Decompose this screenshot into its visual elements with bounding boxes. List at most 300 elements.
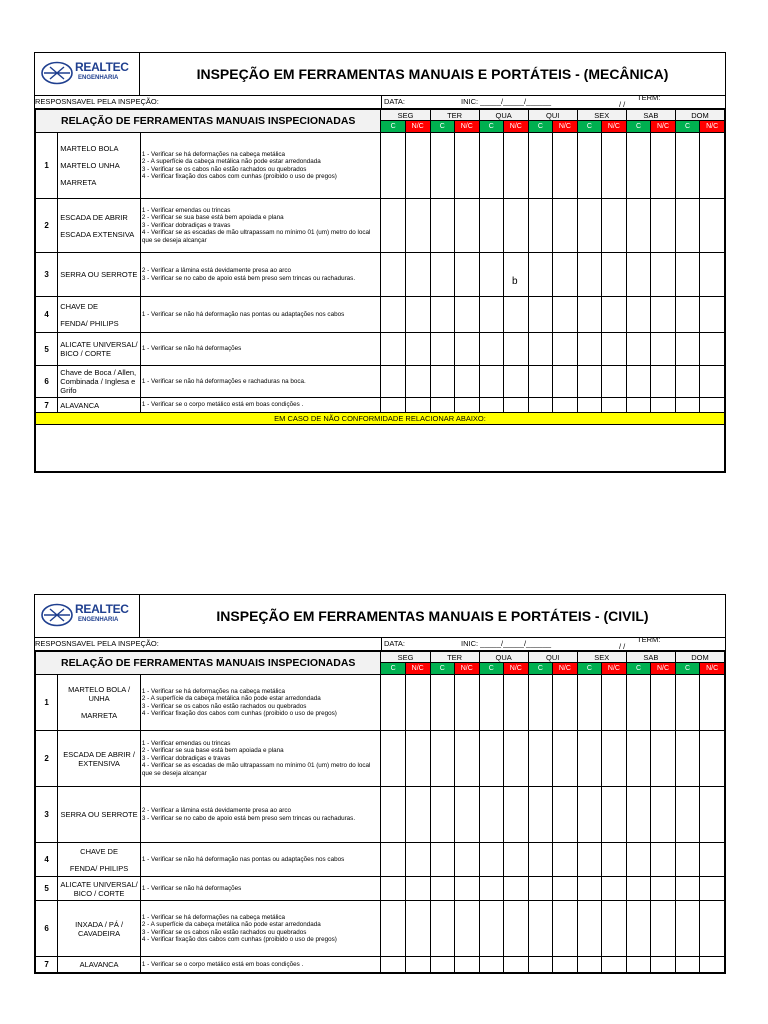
check-cell-c[interactable] [577, 366, 601, 398]
check-cell-nc[interactable] [405, 333, 430, 366]
check-cell-c[interactable] [479, 877, 503, 901]
check-cell-c[interactable] [479, 253, 503, 297]
check-cell-nc[interactable] [700, 333, 725, 366]
form-title: INSPEÇÃO EM FERRAMENTAS MANUAIS E PORTÁTEIS - (MECÂNICA) [196, 66, 669, 82]
check-cell-c[interactable] [675, 877, 699, 901]
conforme-header: C [479, 663, 503, 675]
inspection-form-mecanica [34, 52, 726, 473]
check-cell-c[interactable] [528, 877, 552, 901]
check-cell-nc[interactable] [602, 957, 627, 973]
check-cell-nc[interactable] [602, 877, 627, 901]
conforme-header: C [430, 663, 454, 675]
check-cell-nc[interactable] [454, 787, 479, 843]
check-cell-c[interactable] [528, 843, 552, 877]
check-cell-c[interactable] [528, 366, 552, 398]
check-cell-nc[interactable] [454, 333, 479, 366]
check-cell-c[interactable] [577, 843, 601, 877]
check-cell-c[interactable] [675, 957, 699, 973]
check-cell-c[interactable] [577, 877, 601, 901]
check-cell-c[interactable] [479, 133, 503, 199]
tool-row [36, 787, 725, 843]
check-cell-nc[interactable] [454, 675, 479, 731]
check-item: 1 - Verificar se o corpo metálico está em boas condições . [141, 960, 304, 968]
tool-name [58, 366, 141, 398]
check-cell-nc[interactable] [553, 843, 578, 877]
check-cell-nc[interactable] [454, 199, 479, 253]
day-header-qui: QUI [528, 652, 577, 663]
nao-conforme-header: N/C [700, 663, 725, 675]
check-cell-c[interactable] [381, 253, 405, 297]
nao-conforme-header: N/C [651, 121, 676, 133]
check-cell-nc[interactable] [454, 133, 479, 199]
tool-name-line: MARTELO BOLA / UNHA [68, 685, 131, 703]
check-cell-nc[interactable] [700, 901, 725, 957]
check-cell-c[interactable] [430, 398, 454, 413]
check-cell-c[interactable] [528, 297, 552, 333]
row-number: 5 [36, 333, 58, 366]
brand-name: REALTEC [75, 60, 129, 74]
check-item: 1 - Verificar se não há deformações [141, 345, 242, 353]
check-cell-nc[interactable] [405, 787, 430, 843]
day-header-qua: QUA [479, 652, 528, 663]
check-item: 1 - Verificar emendas ou trincas [141, 206, 231, 214]
check-cell-nc[interactable] [700, 199, 725, 253]
tool-name-line: ESCADA DE ABRIR / EXTENSIVA [63, 749, 135, 768]
check-cell-nc[interactable] [651, 253, 676, 297]
check-cell-c[interactable] [381, 333, 405, 366]
check-cell-nc[interactable] [700, 787, 725, 843]
check-cell-c[interactable] [626, 398, 650, 413]
check-cell-c[interactable] [381, 901, 405, 957]
check-cell-c[interactable] [577, 787, 601, 843]
check-cell-nc[interactable] [503, 398, 528, 413]
check-cell-nc[interactable] [454, 731, 479, 787]
check-cell-nc[interactable] [454, 398, 479, 413]
check-cell-nc[interactable] [700, 366, 725, 398]
check-item: 4 - Verificar fixação dos cabos com cunhas (proibido o uso de pregos) [141, 172, 337, 180]
check-cell-c[interactable] [675, 731, 699, 787]
check-cell-c[interactable] [381, 199, 405, 253]
check-item: 2 - A superfície da cabeça metálica não pode estar arredondada [141, 695, 321, 703]
tool-name-line: MARTELO BOLA [60, 144, 119, 153]
tool-name [58, 253, 141, 297]
check-cell-c[interactable] [577, 253, 601, 297]
check-cell-c[interactable] [528, 787, 552, 843]
check-cell-nc[interactable] [553, 199, 578, 253]
check-cell-nc[interactable] [602, 333, 627, 366]
tool-name [58, 675, 141, 731]
nao-conforme-header: N/C [405, 121, 430, 133]
check-cell-nc[interactable] [454, 877, 479, 901]
check-cell-c[interactable] [675, 297, 699, 333]
check-cell-nc[interactable] [405, 877, 430, 901]
row-number: 2 [36, 731, 58, 787]
nao-conforme-header: N/C [503, 121, 528, 133]
conforme-header: C [381, 663, 405, 675]
check-cell-c[interactable] [381, 398, 405, 413]
check-cell-c[interactable] [675, 398, 699, 413]
check-cell-c[interactable] [430, 675, 454, 731]
check-cell-nc[interactable] [651, 843, 676, 877]
tool-name-line: MARRETA [60, 178, 97, 187]
check-cell-nc[interactable] [503, 957, 528, 973]
check-cell-c[interactable] [577, 901, 601, 957]
check-cell-c[interactable] [479, 675, 503, 731]
check-item: 3 - Verificar se no cabo de apoio está bem preso sem trincas ou rachaduras. [141, 274, 356, 282]
check-cell-nc[interactable] [602, 787, 627, 843]
row-number: 4 [36, 297, 58, 333]
check-cell-nc[interactable] [700, 398, 725, 413]
check-cell-c[interactable] [430, 901, 454, 957]
brand-subtitle: ENGENHARIA [78, 75, 119, 81]
check-cell-nc[interactable] [602, 366, 627, 398]
check-cell-c[interactable] [675, 133, 699, 199]
check-cell-c[interactable] [381, 366, 405, 398]
check-cell-c[interactable] [626, 133, 650, 199]
check-item: 2 - A superfície da cabeça metálica não pode estar arredondada [141, 158, 321, 166]
day-header-seg: SEG [381, 652, 430, 663]
check-cell-nc[interactable] [454, 843, 479, 877]
check-cell-nc[interactable] [602, 297, 627, 333]
check-cell-nc[interactable] [503, 253, 528, 297]
check-cell-c[interactable] [626, 843, 650, 877]
day-header-sex: SEX [577, 110, 626, 121]
check-cell-nc[interactable] [553, 877, 578, 901]
nao-conforme-header: N/C [503, 663, 528, 675]
check-cell-c[interactable] [479, 957, 503, 973]
check-description [140, 253, 381, 297]
check-cell-c[interactable] [626, 877, 650, 901]
realtec-logo [35, 53, 140, 95]
check-cell-nc[interactable] [553, 133, 578, 199]
check-cell-c[interactable] [577, 675, 601, 731]
check-cell-nc[interactable] [405, 199, 430, 253]
check-cell-nc[interactable] [651, 675, 676, 731]
conforme-header: C [381, 121, 405, 133]
check-cell-c[interactable] [528, 253, 552, 297]
check-cell-c[interactable] [381, 843, 405, 877]
day-header-dom: DOM [675, 110, 724, 121]
check-cell-c[interactable] [528, 398, 552, 413]
check-cell-nc[interactable] [700, 843, 725, 877]
check-cell-c[interactable] [626, 787, 650, 843]
check-cell-c[interactable] [626, 957, 650, 973]
check-cell-c[interactable] [577, 333, 601, 366]
check-cell-nc[interactable] [503, 877, 528, 901]
check-cell-c[interactable] [479, 901, 503, 957]
check-cell-nc[interactable] [553, 297, 578, 333]
check-cell-c[interactable] [528, 675, 552, 731]
check-cell-c[interactable] [381, 675, 405, 731]
check-cell-nc[interactable] [700, 253, 725, 297]
check-cell-nc[interactable] [553, 398, 578, 413]
check-cell-nc[interactable] [503, 366, 528, 398]
check-cell-c[interactable] [430, 199, 454, 253]
check-cell-c[interactable] [577, 398, 601, 413]
check-cell-nc[interactable] [602, 398, 627, 413]
data-label: DATA: [384, 97, 405, 106]
check-cell-c[interactable] [381, 787, 405, 843]
check-cell-nc[interactable] [651, 901, 676, 957]
form-header [35, 53, 725, 96]
check-cell-c[interactable] [577, 199, 601, 253]
check-cell-c[interactable] [430, 133, 454, 199]
check-cell-nc[interactable] [503, 787, 528, 843]
check-cell-c[interactable] [381, 957, 405, 973]
check-cell-nc[interactable] [454, 253, 479, 297]
check-cell-nc[interactable] [602, 901, 627, 957]
check-cell-nc[interactable] [405, 731, 430, 787]
check-cell-nc[interactable] [651, 957, 676, 973]
check-cell-nc[interactable] [553, 731, 578, 787]
check-cell-nc[interactable] [700, 731, 725, 787]
tool-name [58, 731, 141, 787]
tool-name-line: ALAVANCA [79, 960, 119, 969]
day-header-ter: TER [430, 110, 479, 121]
check-cell-nc[interactable] [503, 133, 528, 199]
check-cell-nc[interactable] [553, 787, 578, 843]
check-cell-nc[interactable] [405, 366, 430, 398]
row-number: 3 [36, 787, 58, 843]
check-cell-nc[interactable] [651, 297, 676, 333]
responsavel-label: RESPOSNSAVEL PELA INSPEÇÃO: [35, 97, 159, 106]
check-cell-c[interactable] [675, 253, 699, 297]
check-description [140, 957, 381, 973]
check-cell-nc[interactable] [454, 366, 479, 398]
check-cell-c[interactable] [675, 901, 699, 957]
nao-conforme-header: N/C [651, 663, 676, 675]
check-cell-c[interactable] [479, 843, 503, 877]
inic-field[interactable]: INIC: _____/_____/______ [461, 97, 552, 106]
check-cell-nc[interactable] [405, 398, 430, 413]
check-cell-nc[interactable] [651, 366, 676, 398]
check-cell-c[interactable] [381, 731, 405, 787]
check-cell-nc[interactable] [602, 133, 627, 199]
check-cell-c[interactable] [675, 843, 699, 877]
check-cell-nc[interactable] [405, 901, 430, 957]
check-cell-nc[interactable] [651, 398, 676, 413]
check-cell-c[interactable] [430, 787, 454, 843]
check-item: 1 - Verificar se há deformações na cabeça metálica [141, 913, 286, 921]
check-cell-nc[interactable] [651, 333, 676, 366]
check-cell-nc[interactable] [602, 843, 627, 877]
check-cell-nc[interactable] [651, 731, 676, 787]
tool-name-line: FENDA/ PHILIPS [69, 863, 129, 873]
check-cell-nc[interactable] [553, 333, 578, 366]
check-cell-c[interactable] [479, 787, 503, 843]
nao-conforme-header: N/C [553, 121, 578, 133]
check-cell-nc[interactable] [503, 731, 528, 787]
brand-subtitle: ENGENHARIA [78, 617, 119, 623]
conforme-header: C [577, 663, 601, 675]
check-cell-nc[interactable] [602, 199, 627, 253]
check-cell-c[interactable] [479, 366, 503, 398]
check-cell-nc[interactable] [503, 199, 528, 253]
check-cell-c[interactable] [577, 297, 601, 333]
check-cell-nc[interactable] [405, 253, 430, 297]
check-cell-nc[interactable] [553, 366, 578, 398]
check-cell-nc[interactable] [503, 297, 528, 333]
check-description [140, 199, 381, 253]
check-cell-c[interactable] [430, 877, 454, 901]
check-item: 2 - A superfície da cabeça metálica não pode estar arredondada [141, 921, 321, 929]
tool-name [58, 787, 141, 843]
check-description [140, 787, 381, 843]
tool-name-line: FENDA/ PHILIPS [60, 318, 119, 328]
check-cell-c[interactable] [430, 333, 454, 366]
check-cell-c[interactable] [430, 366, 454, 398]
check-cell-c[interactable] [381, 877, 405, 901]
row-number: 7 [36, 957, 58, 973]
tool-name-line: MARTELO UNHA [60, 161, 120, 170]
check-description [140, 843, 381, 877]
check-item: 1 - Verificar se há deformações na cabeça metálica [141, 687, 286, 695]
check-cell-c[interactable] [528, 901, 552, 957]
nao-conforme-header: N/C [405, 663, 430, 675]
check-description [140, 901, 381, 957]
check-cell-c[interactable] [381, 133, 405, 199]
responsavel-label: RESPOSNSAVEL PELA INSPEÇÃO: [35, 639, 159, 648]
check-cell-c[interactable] [528, 333, 552, 366]
check-cell-nc[interactable] [651, 199, 676, 253]
check-cell-nc[interactable] [405, 297, 430, 333]
check-item: 1 - Verificar se não há deformação nas pontas ou adaptações nos cabos [141, 855, 345, 863]
check-cell-nc[interactable] [553, 253, 578, 297]
check-cell-nc[interactable] [700, 877, 725, 901]
check-cell-c[interactable] [577, 731, 601, 787]
check-item: 2 - Verificar a lâmina está devidamente presa ao arco [141, 267, 292, 275]
check-item: 2 - Verificar se sua base está bem apoiada e plana [141, 214, 284, 222]
tool-name [58, 877, 141, 901]
check-cell-c[interactable] [479, 398, 503, 413]
check-cell-c[interactable] [675, 675, 699, 731]
responsavel-row [35, 93, 725, 109]
tool-name [58, 199, 141, 253]
check-cell-nc[interactable] [602, 675, 627, 731]
check-cell-nc[interactable] [454, 957, 479, 973]
check-cell-c[interactable] [626, 333, 650, 366]
check-cell-c[interactable] [430, 731, 454, 787]
check-cell-c[interactable] [675, 366, 699, 398]
check-cell-c[interactable] [626, 731, 650, 787]
check-cell-nc[interactable] [405, 675, 430, 731]
tool-name-line: ESCADA DE ABRIR [60, 212, 128, 222]
nao-conforme-header: N/C [602, 121, 627, 133]
check-cell-nc[interactable] [700, 957, 725, 973]
nao-conforme-header: N/C [553, 663, 578, 675]
check-cell-nc[interactable] [553, 675, 578, 731]
check-cell-nc[interactable] [651, 787, 676, 843]
check-cell-nc[interactable] [553, 957, 578, 973]
check-cell-nc[interactable] [405, 133, 430, 199]
check-cell-c[interactable] [528, 957, 552, 973]
term-field[interactable]: / / [619, 100, 626, 109]
realtec-logo-icon [41, 61, 73, 85]
check-item: 1 - Verificar se o corpo metálico está em boas condições . [141, 401, 304, 409]
check-cell-c[interactable] [479, 199, 503, 253]
check-cell-c[interactable] [528, 731, 552, 787]
check-cell-c[interactable] [577, 133, 601, 199]
check-cell-c[interactable] [675, 199, 699, 253]
check-cell-c[interactable] [626, 199, 650, 253]
check-cell-c[interactable] [528, 133, 552, 199]
check-item: 2 - Verificar se sua base está bem apoiada e plana [141, 747, 284, 755]
day-header-ter: TER [430, 652, 479, 663]
check-cell-nc[interactable] [602, 731, 627, 787]
check-description [140, 675, 381, 731]
check-cell-nc[interactable] [602, 253, 627, 297]
check-cell-nc[interactable] [405, 957, 430, 973]
check-cell-c[interactable] [626, 366, 650, 398]
conforme-header: C [675, 121, 699, 133]
check-description [140, 398, 381, 413]
tool-name [58, 901, 141, 957]
check-item: 1 - Verificar se não há deformação nas pontas ou adaptações nos cabos [141, 310, 345, 318]
check-cell-nc[interactable] [503, 901, 528, 957]
check-description [140, 731, 381, 787]
realtec-logo [35, 595, 140, 637]
row-number: 5 [36, 877, 58, 901]
tool-name-line: ALICATE UNIVERSAL/ BICO / CORTE [60, 879, 138, 898]
check-cell-nc[interactable] [405, 843, 430, 877]
check-cell-nc[interactable] [454, 901, 479, 957]
conforme-header: C [626, 121, 650, 133]
inspection-table [35, 109, 725, 472]
nonconformity-notes-area[interactable] [36, 425, 725, 472]
check-cell-nc[interactable] [553, 901, 578, 957]
check-cell-nc[interactable] [503, 843, 528, 877]
check-cell-nc[interactable] [700, 675, 725, 731]
check-cell-c[interactable] [381, 297, 405, 333]
term-field[interactable]: / / [619, 642, 626, 651]
nao-conforme-header: N/C [454, 663, 479, 675]
tool-row [36, 843, 725, 877]
check-cell-c[interactable] [479, 333, 503, 366]
check-cell-nc[interactable] [503, 675, 528, 731]
check-cell-c[interactable] [479, 297, 503, 333]
check-cell-c[interactable] [577, 957, 601, 973]
check-cell-c[interactable] [675, 333, 699, 366]
tool-name [58, 843, 141, 877]
check-cell-nc[interactable] [700, 297, 725, 333]
check-cell-c[interactable] [626, 675, 650, 731]
check-cell-c[interactable] [430, 297, 454, 333]
check-cell-c[interactable] [626, 297, 650, 333]
check-cell-c[interactable] [528, 199, 552, 253]
check-cell-nc[interactable] [454, 297, 479, 333]
check-cell-nc[interactable] [503, 333, 528, 366]
responsavel-row [35, 635, 725, 651]
check-cell-nc[interactable] [700, 133, 725, 199]
inic-field[interactable]: INIC: _____/_____/______ [461, 639, 552, 648]
check-cell-c[interactable] [626, 253, 650, 297]
nao-conforme-header: N/C [602, 663, 627, 675]
conforme-header: C [528, 663, 552, 675]
check-cell-c[interactable] [430, 843, 454, 877]
check-cell-nc[interactable] [651, 133, 676, 199]
check-cell-c[interactable] [675, 787, 699, 843]
check-cell-c[interactable] [430, 957, 454, 973]
check-cell-c[interactable] [430, 253, 454, 297]
check-description [140, 297, 381, 333]
check-cell-nc[interactable] [651, 877, 676, 901]
row-number: 1 [36, 675, 58, 731]
row-number: 6 [36, 366, 58, 398]
check-cell-c[interactable] [479, 731, 503, 787]
check-cell-c[interactable] [626, 901, 650, 957]
check-description [140, 877, 381, 901]
tool-name [58, 398, 141, 413]
